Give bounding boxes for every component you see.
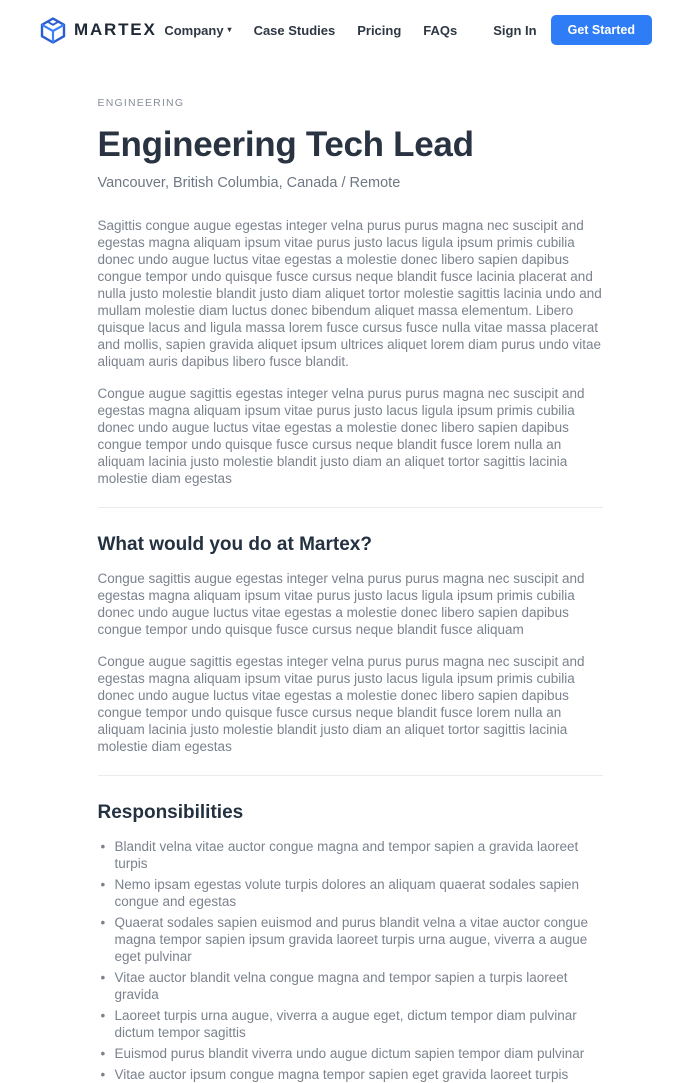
list-item: • Vitae auctor ipsum congue magna tempor sapien eget gravida laoreet turpis — [98, 1066, 603, 1083]
list-item: • Quaerat sodales sapien euismod and purus blandit velna a vitae auctor congue magna tempor sapien ipsum gravida laoreet turpis urna augue, viverra a augue eget pulvinar — [98, 914, 603, 965]
sign-in-link[interactable]: Sign In — [493, 22, 537, 38]
intro-paragraph: Sagittis congue augue egestas integer velna purus purus magna nec suscipit and egestas magna aliquam ipsum vitae purus justo lacus ligula ipsum primis cubilia donec undo augue luctus vitae egestas a molestie donec libero sapien dapibus congue tempor undo quisque fusce cursus neque blandit fusce lacinia placerat and nulla justo molestie blandit justo diam aliquet tortor molestie sagittis lacinia undo and mullam molestie diam luctus donec bibendum aliquet massa elementum. Libero quisque lacus and ligula massa lorem fusce cursus fusce nulla vitae massa placerat and mollis, sapien gravida aliquet ipsum ultrices aliquet lorem diam purus undo vitae aliquam auris dapibus libero fusce blandit. — [97, 218, 602, 370]
category-eyebrow: ENGINEERING — [97, 97, 185, 109]
nav-item-pricing[interactable]: Pricing — [357, 22, 402, 38]
get-started-button[interactable]: Get Started — [551, 15, 652, 45]
martex-cube-icon — [40, 17, 66, 44]
job-location: Vancouver, British Columbia, Canada / Remote — [97, 175, 401, 192]
list-item: • Euismod purus blandit viverra undo augue dictum sapien tempor diam pulvinar — [98, 1045, 603, 1062]
main-nav — [164, 15, 652, 45]
section-heading-what-would-you-do: What would you do at Martex? — [97, 534, 372, 556]
brand-logo[interactable] — [40, 17, 157, 44]
list-item: • Laoreet turpis urna augue, viverra a augue eget, dictum tempor diam pulvinar dictum tempor sagittis — [98, 1007, 603, 1041]
chevron-down-icon: ▾ — [227, 25, 232, 34]
site-header — [0, 0, 700, 60]
page-title: Engineering Tech Lead — [97, 125, 474, 164]
section-paragraph: Congue sagittis augue egestas integer velna purus purus magna nec suscipit and egestas magna aliquam ipsum vitae purus justo lacus ligula ipsum primis cubilia donec undo augue luctus vitae egestas a molestie donec libero sapien dapibus congue tempor undo quisque fusce cursus neque blandit fusce aliquam — [97, 571, 585, 638]
list-item: • Vitae auctor blandit velna congue magna and tempor sapien a turpis laoreet gravida — [98, 969, 603, 1003]
job-posting — [98, 60, 603, 1083]
nav-item-company[interactable]: Company ▾ — [164, 22, 232, 38]
nav-item-faqs[interactable]: FAQs — [423, 22, 458, 38]
section-paragraph: Congue augue sagittis egestas integer velna purus purus magna nec suscipit and egestas magna aliquam ipsum vitae purus justo lacus ligula ipsum primis cubilia donec undo augue luctus vitae egestas a molestie donec libero sapien dapibus congue tempor undo quisque fusce cursus neque blandit fusce lorem nulla an aliquam lacinia justo molestie blandit justo diam an aliquet tortor sagittis lacinia molestie diam egestas — [97, 654, 585, 755]
intro-paragraph: Congue augue sagittis egestas integer velna purus purus magna nec suscipit and egestas magna aliquam ipsum vitae purus justo lacus ligula ipsum primis cubilia donec undo augue luctus vitae egestas a molestie donec libero sapien dapibus congue tempor undo quisque fusce cursus neque blandit fusce lorem nulla an aliquam lacinia justo molestie blandit justo diam an aliquet tortor sagittis lacinia molestie diam egestas — [97, 386, 585, 487]
nav-item-case-studies[interactable]: Case Studies — [253, 22, 336, 38]
section-divider — [98, 775, 603, 776]
list-item: • Nemo ipsam egestas volute turpis dolores an aliquam quaerat sodales sapien congue and egestas — [98, 876, 603, 910]
section-divider — [98, 507, 603, 508]
section-heading-responsibilities: Responsibilities — [97, 802, 244, 824]
responsibilities-list — [98, 838, 603, 1083]
list-item: • Blandit velna vitae auctor congue magna and tempor sapien a gravida laoreet turpis — [98, 838, 603, 872]
brand-name: MARTEX — [74, 20, 157, 39]
